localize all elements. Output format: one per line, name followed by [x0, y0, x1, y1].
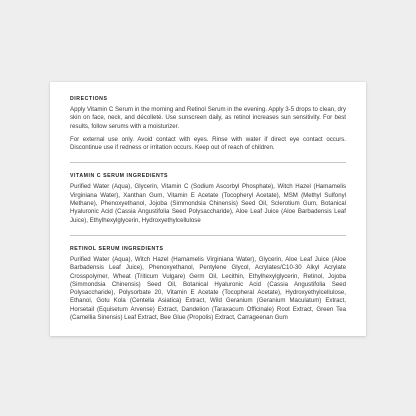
- directions-section: [70, 96, 346, 152]
- vitamin-c-ingredients-section: [70, 173, 346, 224]
- vitamin-c-ingredients-text: Purified Water (Aqua), Glycerin, Vitamin C (Sodium Ascorbyl Phosphate), Witch Hazel (Hamamelis Virginiana Water), Xanthan Gum, Vitamin E Acetate (Tocopheryl Acetate), MSM (Methyl Sulfonyl Methane), Phenoxyethanol, Jojoba (Simmondsia Chinensis) Seed Oil, Sclerotium Gum, Botanical Hyaluronic Acid (Cassia Angustifolia Seed Polysaccharide), Aloe Leaf Juice (Aloe Barbadensis Leaf Juice), Ethylhexylglycerin, Hydroxyethylcellulose: [70, 183, 346, 224]
- section-divider: [70, 162, 346, 163]
- label-card: [50, 82, 366, 336]
- retinol-ingredients-section: [70, 246, 346, 322]
- section-divider: [70, 235, 346, 236]
- directions-usage-text: Apply Vitamin C Serum in the morning and Retinol Serum in the evening. Apply 3-5 drops to clean, dry skin on face, neck, and décolleté. Use sunscreen daily, as retinol increases sun sensitivity. For best results, follow serums with a moisturizer.: [70, 106, 346, 130]
- directions-warning-text: For external use only. Avoid contact with eyes. Rinse with water if direct eye contact occurs. Discontinue use if redness or irritation occurs. Keep out of reach of children.: [70, 135, 346, 152]
- retinol-ingredients-heading: RETINOL SERUM INGREDIENTS: [70, 245, 164, 252]
- retinol-ingredients-text: Purified Water (Aqua), Witch Hazel (Hamamelis Virginiana Water), Glycerin, Aloe Leaf Juice (Aloe Barbadensis Leaf Juice), Phenoxyethanol, Pentylene Glycol, Acrylates/C10-30 Alkyl Acrylate Crosspolymer, Wheat (Triticum Vulgare) Germ Oil, Lecithin, Ethylhexylglycerin, Retinol, Jojoba (Simmondsia Chinensis) Seed Oil, Botanical Hyaluronic Acid (Cassia Angustifolia Seed Polysaccharide), Polysorbate 20, Vitamin E Acetate (Tocopheral Acetate), Hydroxyethylcellulose, Ethanol, Gotu Kola (Centella Asiatica) Extract, Wild Geranium (Geranium Maculatum) Extract, Horsetail (Equisetum Arvense) Extract, Dandelion (Taraxacum Officinale) Root Extract, Green Tea (Camellia Sinensis) Leaf Extract, Bee Glue (Propolis) Extract, Carrageenan Gum: [70, 255, 346, 322]
- vitamin-c-ingredients-heading: VITAMIN C SERUM INGREDIENTS: [70, 173, 169, 180]
- directions-heading: DIRECTIONS: [70, 96, 108, 102]
